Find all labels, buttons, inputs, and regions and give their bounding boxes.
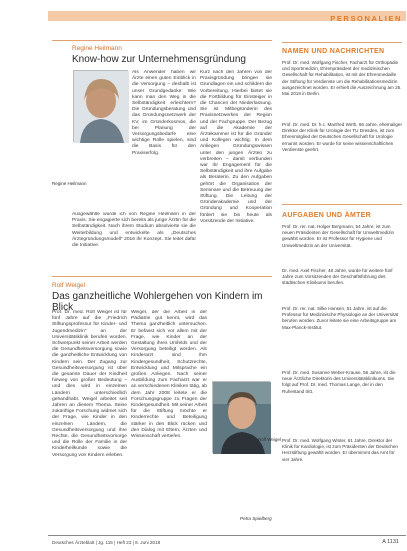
- article2-title: Das ganzheitliche Wohlergehen von Kindern im Blick: [52, 291, 263, 313]
- sidebar-entry: Prof. Dr. med. Susanne Weber-Krause, 56 Jahre, ist die neue Ärztliche Direktorin des Universitätsklinikums. Sie folgt auf Prof. Dr. med. Thomas Lange, der in den Ruhestand tritt.: [282, 370, 396, 394]
- sidebar-entry: Prof. Dr. med. Dr. h.c. Manfred Wirth, 66 Jahre, ehemaliger Direktor der Klinik für Urologie der TU Dresden, ist zum Ehrenmitglied der Deutschen Gesellschaft für Urologie ernannt worden. Er wurde für seine wissenschaftlichen Verdienste geehrt.: [282, 122, 402, 152]
- article-rule: [52, 40, 272, 41]
- article1-body-col1-bottom: Ausgewählte wurde ich von Regine Heilmann in der Praxis. Sie engagierte sich bereits als junge Ärztin für die Selbständigkeit. Nach ihrem Studium absolvierte sie die Weiterbildung und entwickelte als „Deutsches Ärztegründungsmodell“ 2016 ihr Konzept. Sie leitet dafür die Initiative.: [72, 212, 196, 249]
- footer-citation: Deutsches Ärzteblatt | Jg. 115 | Heft 23 | 8. Juni 2018: [52, 540, 161, 545]
- article2-author: Rolf Weigel: [52, 282, 86, 289]
- sidebar-entry: Prof. Dr. rer. nat. Silke Hansen, 51 Jahre, ist auf die Professur für Medizinische Physiologie an der Universität berufen worden. Zuvor leitete sie eine Arbeitsgruppe am Max-Planck-Institut.: [282, 306, 399, 330]
- article1-body-col1-top: Als Anwender haben wir Ärzte einen guten Einblick in die Versorgung – deshalb ist unser Grundgedanke: Wie kann man den Weg in die Selbständigkeit erleichtern? Die Gründungsberatung und das Gründungsnetzwerk der KV, im Gründerkosmos, die bei Planung der Versorgungsbedarfe eine wichtige Rolle spielen, sind die Basis für den Praxiserfolg.: [132, 70, 196, 156]
- sidebar-entry: Prof. Dr. rer. nat. Holger Bergmann, 54 Jahre, ist zum neuen Präsidenten der Gesellschaft für Umweltmedizin gewählt worden. Er ist Professor für Hygiene und Umweltmedizin an der Universität.: [282, 224, 395, 248]
- sidebar-entry: Dr. med. Axel Fischer, 48 Jahre, wurde für weitere fünf Jahre zum Vorsitzenden der Geschäftsführung des städtischen Klinikums berufen.: [282, 268, 393, 286]
- article-rule: [52, 276, 272, 277]
- article2-author-photo: [212, 381, 270, 453]
- article1-author-photo: [73, 70, 128, 142]
- article2-signature: Petra Spielberg: [240, 516, 272, 521]
- article1-title: Know-how zur Unternehmensgründung: [72, 54, 246, 65]
- article1-photo-caption: Regine Heilmann: [52, 181, 87, 186]
- article2-photo-caption: Rolf Weigel: [258, 437, 281, 442]
- sidebar-entry: Prof. Dr. med. Wolfgang Fischer, Facharzt für Orthopädie und Sportmedizin, Ehrenpräsident der medizinischen Gesellschaft für Rehabilitation, ist mit der Ehrenmedaille der Stiftung für Verdienste um die Rehabilitationsmedizin ausgezeichnet worden. Er erhielt die Auszeichnung am 25. Mai 2018 in Berlin.: [282, 60, 402, 97]
- section-title: PERSONALIEN: [330, 14, 402, 23]
- sidebar-heading-names: NAMEN UND NACHRICHTEN: [282, 48, 385, 55]
- page-number: A 1131: [382, 539, 399, 545]
- sidebar-rule: [282, 204, 402, 205]
- footer-rule: [48, 535, 406, 536]
- article2-body-col1: Prof. Dr. med. Rolf Weigel ist für fünf Jahre auf die „Friedrich Stiftungsprofessur für Kinder- und Jugendmedizin“ an der Universitätsklinik berufen worden. Schwerpunkt seiner Arbeit werden die Gesundheitsversorgung sowie die ganzheitliche Entwicklung von Kindern sein. Der Zugang zur Gesundheitsversorgung ist über die gesamte Dauer der Kindheit hinweg von großer Bedeutung – und dies wird in einzelnen Ländern unterschiedlich gehandhabt. Weigel arbeitet seit Jahren an diesem Thema. Seine zukünftige Forschung widmet sich der Frage, wie Kinder in den einzelnen Ländern, die Gesundheitsversorgung und ihre Rechte, die Gesundheitsvorsorge und die Rolle der Familie in der Kinderheilkunde sowie die Versorgung von Kindern erleben.: [52, 310, 127, 458]
- sidebar-rule: [282, 42, 402, 43]
- article1-author: Regine Heilmann: [72, 45, 122, 52]
- sidebar-entry: Prof. Dr. med. Wolfgang Winter, 61 Jahre, Direktor der Klinik für Kardiologie, ist zum Präsidenten der Deutschen Herzstiftung gewählt worden. Er übernimmt das Amt für vier Jahre.: [282, 438, 398, 462]
- sidebar-heading-offices: AUFGABEN UND ÄMTER: [282, 212, 372, 219]
- article2-body-col2: Weigel, der die Arbeit in der Pädiatrie gut kennt, wird das Thema ganzheitlich untersuchen. Er befasst sich vor allem mit der Frage, wie Kinder an der Gestaltung ihres Umfelds und der Versorgung beteiligt werden. Als Kinderarzt sind ihm Kindergesundheit, Schutzrechte, Entwicklung und Mitsprache ein großes Anliegen. Nach seiner Ausbildung zum Facharzt war er an verschiedenen Kliniken tätig, ab dem Jahr 2008 leitete er die Forschungsgruppe zu Fragen der Kindergesundheit. Mit seiner Arbeit für die Stiftung möchte er Kinderrechte und Beteiligung stärker in den Blick rücken und den Dialog mit Eltern, Ärzten und Wissenschaft vertiefen.: [131, 310, 207, 440]
- article1-body-col2: Kurz nach den Jahren von der Praxisgründung bringen sie Grundlagen ein und schildern die Vorbereitung. Hierbei bietet sie die Fortbildung für Einsteiger in die Chancen der Niederlassung. Sie ist Mitbegründerin des Praxisnetzwerkes der Region und der Fachgruppe. Der Bezug auf die Akademie der Ärztekammer ist für die Gründer und Kollegen wichtig. In dem Anliegen Gründungswissen unter den jungen Ärzten zu verbreiten – damit verbunden war ihr Engagement für die Selbständigkeit und ihre Aufgabe als Beraterin. Zu den Aufgaben gehört die Organisation der Seminare und die Betreuung der Stiftung. Die Leitung der Gründerakademie und der Gründung und Kooperation fördert sie bis heute als Vorsitzende der Initiative.: [200, 70, 272, 224]
